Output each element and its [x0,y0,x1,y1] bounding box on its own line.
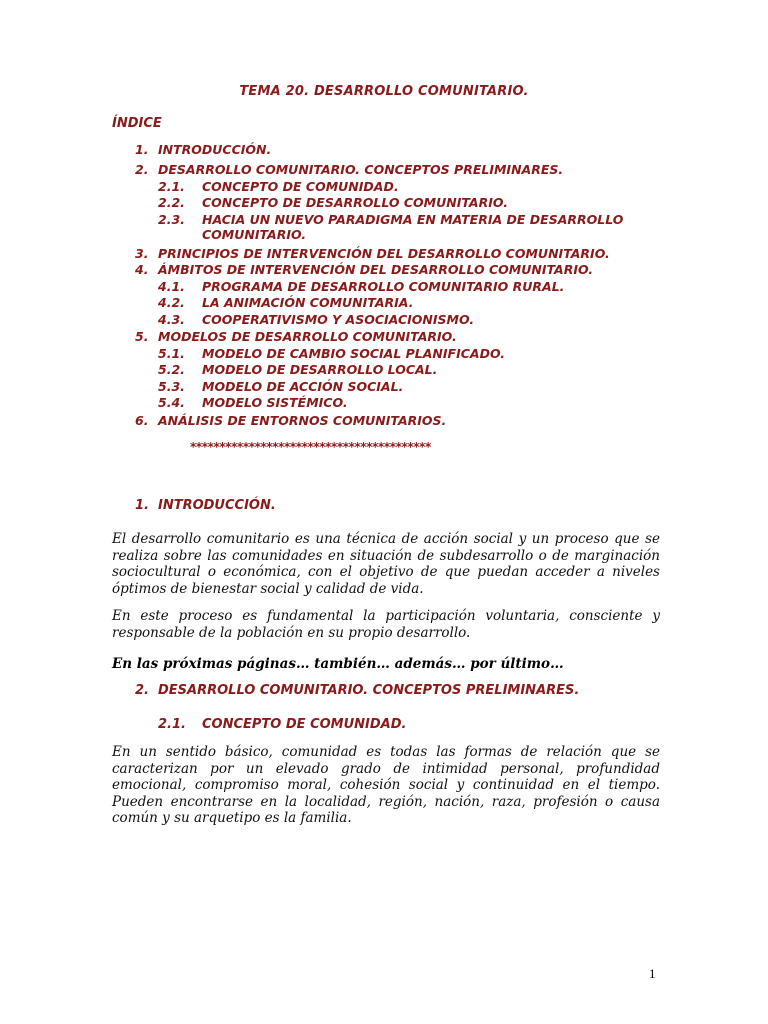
intro-paragraph-2: En este proceso es fundamental la participación voluntaria, consciente y responsable de la población en su propio desarrollo. [112,608,660,641]
section-1-heading: 1. INTRODUCCIÓN. [135,498,276,513]
section-2-heading: 2. DESARROLLO COMUNITARIO. CONCEPTOS PRELIMINARES. [135,683,580,698]
transition-line: En las próximas páginas… también… además… por último… [112,656,564,672]
index-heading: ÍNDICE [112,116,162,131]
section-2-1-heading: 2.1. CONCEPTO DE COMUNIDAD. [158,717,407,732]
document-page: TEMA 20. DESARROLLO COMUNITARIO. ÍNDICE 1. INTRODUCCIÓN. 2. DESARROLLO COMUNITARIO. CONCEPTOS PRELIMINARES. 2.1. CONCEPTO DE COMUNIDAD. 2.2. CONCEPTO DE DESARROLLO COMUNITARIO. 2.3. HACIA UN NUEVO PARADIGMA EN MATERIA DE DESARROLLO COMUNITARIO. 3. PRINCIPIOS DE INTERVENCIÓN DEL DESARROLLO COMUNITARIO. 4. ÁMBITOS DE INTERVENCIÓN DEL DESARROLLO COMUNITARIO. 4.1. PROGRAMA DE DESARROLLO COMUNITARIO RURAL. 4.2. LA ANIMACIÓN COMUNITARIA. 4.3. COOPERATIVISMO Y ASOCIACIONISMO. 5. MODELOS DE DESARROLLO COMUNITARIO. 5.1. MODELO DE CAMBIO SOCIAL PLANIFICADO. 5.2. MODELO DE DESARROLLO LOCAL. 5.3. MODELO DE ACCIÓN SOCIAL. 5.4. MODELO SISTÉMICO. 6. ANÁLISIS DE ENTORNOS COMUNITARIOS. ***************************************** 1. INTRODUCCIÓN. El desarrollo comunitario es una técnica de acción social y un proceso que se realiza sobre las comunidades en situación de subdesarrollo o de marginación sociocultural o económica, con el objetivo de que puedan acceder a niveles óptimos de bienestar social y calidad de vida. En este proceso es fundamental la participación voluntaria, consciente y responsable de la población en su propio desarrollo. En las próximas páginas… también… además… por último… 2. DESARROLLO COMUNITARIO. CONCEPTOS PRELIMINARES. 2.1. CONCEPTO DE COMUNIDAD. En un sentido básico, comunidad es todas las formas de relación que se caracterizan por un elevado grado de intimidad personal, profundidad emocional, compromiso moral, cohesión social y continuidad en el tiempo. Pueden encontrarse en la localidad, región, nación, raza, profesión o causa común y su arquetipo es la familia. 1 [0,0,768,1024]
separator-line: ***************************************** [190,440,431,454]
community-paragraph: En un sentido básico, comunidad es todas las formas de relación que se caracterizan por un elevado grado de intimidad personal, profundidad emocional, compromiso moral, cohesión social y continuidad en el tiempo. Pueden encontrarse en la localidad, región, nación, raza, profesión o causa común y su arquetipo es la familia. [112,744,660,826]
intro-paragraph-1: El desarrollo comunitario es una técnica de acción social y un proceso que se realiza sobre las comunidades en situación de subdesarrollo o de marginación sociocultural o económica, con el objetivo de que puedan acceder a niveles óptimos de bienestar social y calidad de vida. [112,531,660,597]
document-title: TEMA 20. DESARROLLO COMUNITARIO. [239,84,529,99]
page-number: 1 [649,966,656,981]
